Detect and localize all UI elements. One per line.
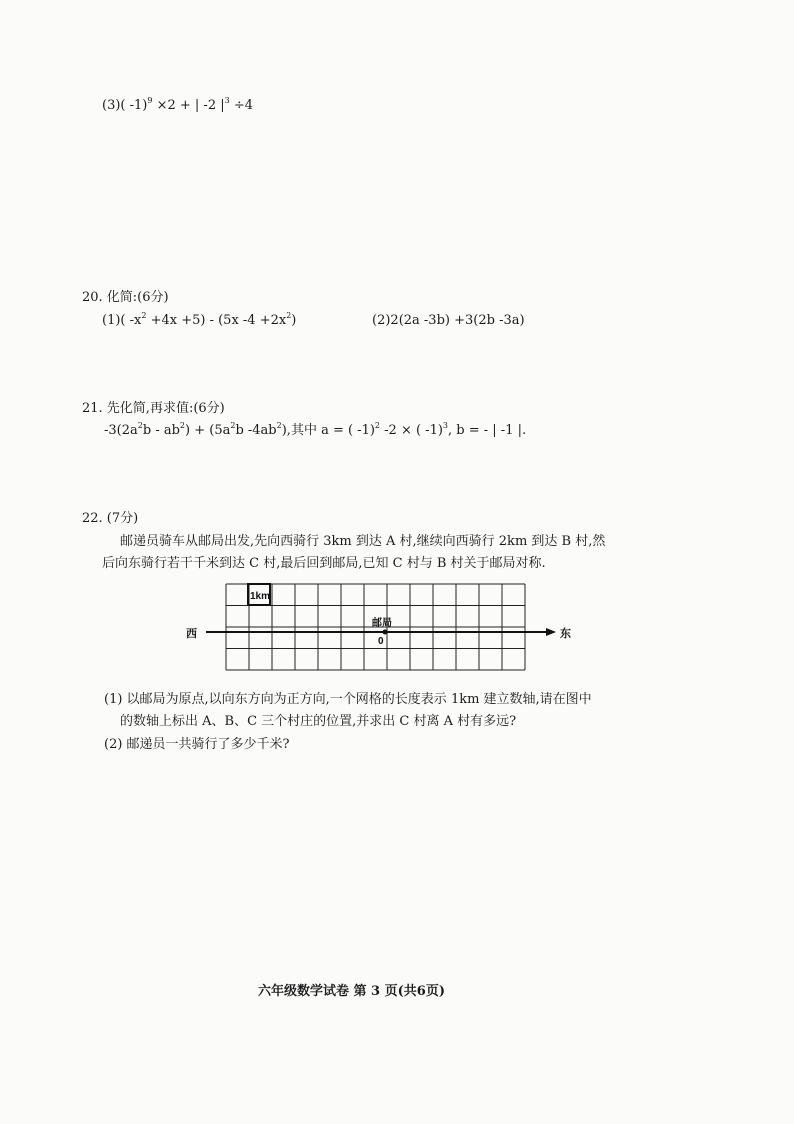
q20-part2: (2)2(2a -3b) +3(2b -3a) bbox=[372, 313, 525, 328]
q22-title: 22. (7分) bbox=[82, 511, 139, 526]
q22-sub2: (2) 邮递员一共骑行了多少千米? bbox=[104, 737, 290, 752]
q20-title: 20. 化简:(6分) bbox=[82, 290, 169, 305]
origin-point bbox=[383, 630, 388, 635]
west-label: 西 bbox=[186, 627, 197, 640]
grid-unit-label: 1km bbox=[250, 591, 271, 602]
q21-expression: $-3(2a^2b - ab^2) + (5a^2b$ $-4ab^2$),其中 a = ( -1)$^2$ -2 × ( -1)$^3$, b = - | -1 |. bbox=[104, 420, 527, 438]
q22-sub1-line1: (1) 以邮局为原点,以向东方向为正方向,一个网格的长度表示 1km 建立数轴,请在图中 bbox=[104, 692, 592, 707]
q21-title: 21. 先化简,再求值:(6分) bbox=[82, 401, 225, 416]
q19-part3: (3)( -1)$^9$ ×2 + | -2 $|^3 \div 4$ bbox=[102, 95, 254, 113]
page-footer: 六年级数学试卷 第 3 页(共6页) bbox=[258, 984, 445, 999]
q22-text-line1: 邮递员骑车从邮局出发,先向西骑行 3km 到达 A 村,继续向西骑行 2km 到达 B 村,然 bbox=[120, 534, 606, 549]
east-label: 东 bbox=[560, 627, 571, 640]
origin-label: 0 bbox=[378, 636, 384, 647]
q22-text-line2: 后向东骑行若干千米到达 C 村,最后回到邮局,已知 C 村与 B 村关于邮局对称. bbox=[102, 556, 546, 571]
post-office-label: 邮局 bbox=[372, 618, 392, 629]
axis-arrowhead bbox=[546, 628, 556, 636]
q20-part1: (1)( $-x^2 +4x +5) - (5x$ $-4 +2x^2$) bbox=[102, 310, 297, 328]
q22-sub1-line2: 的数轴上标出 A、B、C 三个村庄的位置,并求出 C 村离 A 村有多远? bbox=[120, 714, 517, 729]
